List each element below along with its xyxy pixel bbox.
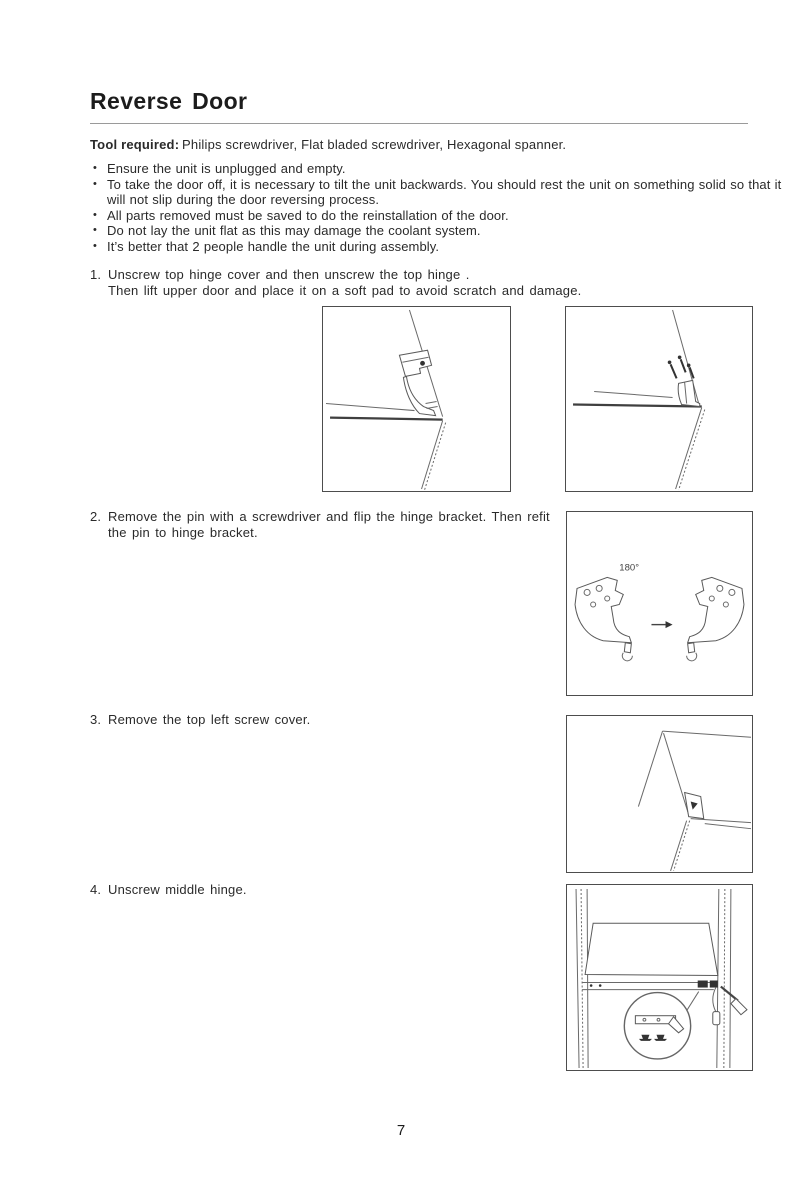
bullet-icon: •: [93, 224, 97, 237]
figure-screw-cover: [566, 715, 753, 873]
note-item: • It’s better that 2 people handle the unit during assembly.: [93, 238, 440, 254]
figure-middle-hinge: [566, 884, 753, 1071]
figure-top-hinge-screws: [565, 306, 753, 492]
bullet-icon: •: [93, 239, 97, 252]
bracket-right: [687, 577, 744, 660]
note-item: • Ensure the unit is unplugged and empty.: [93, 161, 346, 176]
flip-bracket-illustration: [567, 512, 752, 695]
top-hinge-illustration: [323, 307, 510, 491]
page-title: Reverse Door: [90, 88, 248, 114]
figure-top-hinge: [322, 306, 511, 492]
step-text: Unscrew middle hinge.: [108, 882, 247, 897]
tool-required-line: [90, 137, 566, 152]
step-number: 4.: [90, 882, 102, 897]
note-item: • To take the door off, it is necessary to tilt the unit backwards. You should rest the unit on something solid so that it will not slip during the door reversing process.: [93, 176, 782, 208]
note-item: • Do not lay the unit flat as this may damage the coolant system.: [93, 223, 481, 239]
bracket-left: [575, 577, 632, 660]
screw-cover-illustration: [567, 716, 752, 872]
safety-notes: [90, 161, 782, 255]
tool-required-label: Tool required:: [90, 137, 180, 152]
step-number: 2.: [90, 509, 102, 524]
step-text: Remove the top left screw cover.: [108, 712, 311, 727]
title-divider: [90, 123, 748, 124]
bullet-icon: •: [93, 177, 97, 190]
rotation-label: 180°: [619, 562, 640, 574]
top-hinge-screws-illustration: [566, 307, 752, 491]
bullet-icon: •: [93, 162, 97, 174]
step-3: [90, 712, 558, 728]
step-number: 3.: [90, 712, 102, 727]
figure-flip-bracket: [566, 511, 753, 696]
bullet-icon: •: [93, 208, 97, 221]
note-item: • All parts removed must be saved to do the reinstallation of the door.: [93, 207, 509, 223]
step-text: Unscrew top hinge cover and then unscrew the top hinge . Then lift upper door and place it on a soft pad to avoid scratch and damage.: [108, 267, 582, 298]
middle-hinge-illustration: [567, 885, 752, 1070]
rotate-arrow-icon: [651, 621, 672, 628]
page-number: 7: [396, 1122, 406, 1139]
step-2: [90, 509, 558, 541]
step-text: Remove the pin with a screwdriver and flip the hinge bracket. Then refit the pin to hinge bracket.: [108, 509, 550, 540]
step-1: [90, 267, 730, 299]
tool-required-text: Philips screwdriver, Flat bladed screwdriver, Hexagonal spanner.: [182, 137, 567, 152]
step-number: 1.: [90, 267, 102, 282]
step-4: [90, 882, 558, 898]
